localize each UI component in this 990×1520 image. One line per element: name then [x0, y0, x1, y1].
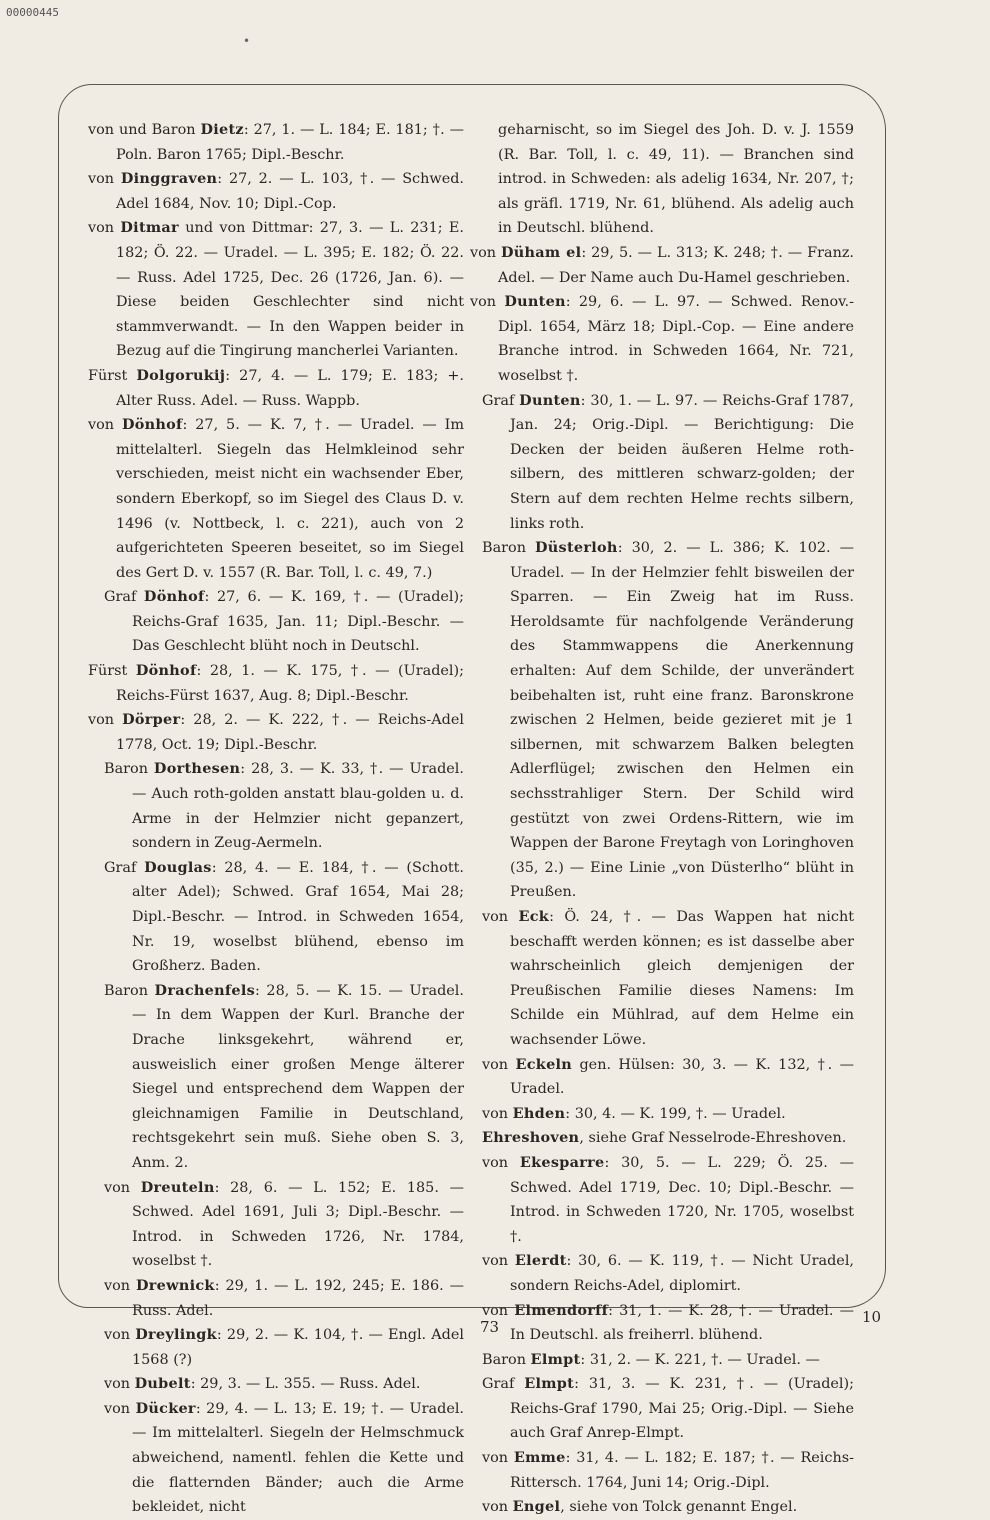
right-column	[470, 118, 854, 1520]
entry: Fürst Dolgorukij: 27, 4. — L. 179; E. 183; +. Alter Russ. Adel. — Russ. Wappb.	[88, 366, 464, 409]
entry: von Dörper: 28, 2. — K. 222, †. — Reichs-Adel 1778, Oct. 19; Dipl.-Beschr.	[88, 711, 464, 753]
entry: von Drewnick: 29, 1. — L. 192, 245; E. 186. — Russ. Adel.	[104, 1276, 465, 1319]
entry: von Ekesparre: 30, 5. — L. 229; Ö. 25. — Schwed. Adel 1719, Dec. 10; Dipl.-Beschr. — Introd. in Schweden 1720, Nr. 1705, woselbst †.	[482, 1153, 855, 1245]
entry: von Elmendorff: 31, 1. — K. 28, †. — Uradel. — In Deutschl. als freiherrl. blühend.	[482, 1301, 854, 1344]
sheet-number: 10	[862, 1308, 882, 1326]
scan-id: 00000445	[6, 6, 59, 19]
entry: von Dubelt: 29, 3. — L. 355. — Russ. Adel.	[104, 1375, 421, 1393]
entry: von und Baron Dietz: 27, 1. — L. 184; E. 181; †. — Poln. Baron 1765; Dipl.-Beschr.	[88, 121, 464, 163]
entry: Graf Douglas: 28, 4. — E. 184, †. — (Schott. alter Adel); Schwed. Graf 1654, Mai 28; Dipl.-Beschr. — Introd. in Schweden 1654, Nr. 19, woselbst blühend, ebenso im Großherz. Baden.	[104, 858, 464, 975]
page-number: 73	[480, 1318, 500, 1336]
entry: Baron Dorthesen: 28, 3. — K. 33, †. — Uradel. — Auch roth-golden anstatt blau-golden u. d. Arme in der Helmzier nicht gepanzert, sondern in Zeug-Aermeln.	[104, 760, 464, 852]
entry: Ehreshoven, siehe Graf Nesselrode-Ehreshoven.	[482, 1129, 847, 1147]
entry: von Dücker: 29, 4. — L. 13; E. 19; †. — Uradel. — Im mittelalterl. Siegeln der Helmschmuck abweichend, namentl. fehlen die Kette und die flatternden Bänder; auch die Arme bekleidet, nicht	[104, 1399, 465, 1516]
entry: von Eckeln gen. Hülsen: 30, 3. — K. 132, †. — Uradel.	[482, 1055, 854, 1098]
entry: Baron Elmpt: 31, 2. — K. 221, †. — Uradel. —	[482, 1350, 820, 1368]
entry: von Ditmar und von Dittmar: 27, 3. — L. 231; E. 182; Ö. 22. — Uradel. — L. 395; E. 182; Ö. 22. — Russ. Adel 1725, Dec. 26 (1726, Jan. 6). — Diese beiden Geschlechter sind nicht stammverwandt. — In den Wappen beider in Bezug auf die Tingirung mancherlei Varianten.	[88, 219, 464, 360]
entry: von Engel, siehe von Tolck genannt Engel.	[482, 1498, 798, 1516]
entry: von Dreylingk: 29, 2. — K. 104, †. — Engl. Adel 1568 (?)	[104, 1326, 464, 1368]
entry: Graf Elmpt: 31, 3. — K. 231, †. — (Uradel); Reichs-Graf 1790, Mai 25; Orig.-Dipl. — Siehe auch Graf Anrep-Elmpt.	[482, 1375, 854, 1442]
entry: Fürst Dönhof: 28, 1. — K. 175, †. — (Uradel); Reichs-Fürst 1637, Aug. 8; Dipl.-Beschr.	[88, 662, 464, 704]
entry: von Dreuteln: 28, 6. — L. 152; E. 185. — Schwed. Adel 1691, Juli 3; Dipl.-Beschr. — Introd. in Schweden 1726, Nr. 1784, woselbst †.	[104, 1178, 464, 1270]
entry: von Eck: Ö. 24, †. — Das Wappen hat nicht beschafft werden können; es ist dasselbe aber wahrscheinlich gleich demjenigen der Preußischen Familie dieses Namens: Im Schilde ein Mühlrad, auf dem Helme ein wachsender Löwe.	[482, 908, 854, 1048]
entry: von Ehden: 30, 4. — K. 199, †. — Uradel.	[482, 1104, 786, 1122]
entry: Graf Dunten: 30, 1. — L. 97. — Reichs-Graf 1787, Jan. 24; Orig.-Dipl. — Berichtigung: Die Decken der beiden äußeren Helme roth-silbern, des mittleren schwarz-golden; der Stern auf dem rechten Helme rechts silbern, links roth.	[482, 391, 854, 532]
entry: von Dinggraven: 27, 2. — L. 103, †. — Schwed. Adel 1684, Nov. 10; Dipl.-Cop.	[88, 170, 464, 212]
entry-continuation: geharnischt, so im Siegel des Joh. D. v. J. 1559 (R. Bar. Toll, l. c. 49, 11). — Branchen sind introd. in Schweden: als adelig 1634, Nr. 207, †; als gräfl. 1719, Nr. 61, blühend. Als adelig auch in Deutschl. blühend.	[498, 122, 854, 237]
entry: von Emme: 31, 4. — L. 182; E. 187; †. — Reichs-Rittersch. 1764, Juni 14; Orig.-Dipl.	[482, 1449, 854, 1491]
entry: Graf Dönhof: 27, 6. — K. 169, †. — (Uradel); Reichs-Graf 1635, Jan. 11; Dipl.-Beschr. — Das Geschlecht blüht noch in Deutschl.	[104, 588, 464, 655]
entry: von Dunten: 29, 6. — L. 97. — Schwed. Renov.-Dipl. 1654, März 18; Dipl.-Cop. — Eine andere Branche introd. in Schweden 1664, Nr. 721, woselbst †.	[470, 293, 854, 384]
entry: Baron Drachenfels: 28, 5. — K. 15. — Uradel. — In dem Wappen der Kurl. Branche der Drache linksgekehrt, während er, ausweislich einer großen Menge älterer Siegel und entsprechend dem Wappen der gleichnamigen Familie in Deutschland, rechtsgekehrt sein muß. Siehe oben S. 3, Anm. 2.	[104, 981, 464, 1171]
entry: von Dönhof: 27, 5. — K. 7, †. — Uradel. — Im mittelalterl. Siegeln das Helmkleinod sehr verschieden, meist nicht ein wachsender Eber, sondern Eberkopf, so im Siegel des Claus D. v. 1496 (v. Nottbeck, l. c. 221), auch von 2 aufgerichteten Speeren beseitet, so im Siegel des Gert D. v. 1557 (R. Bar. Toll, l. c. 49, 7.)	[88, 416, 464, 581]
entry: von Düham el: 29, 5. — L. 313; K. 248; †. — Franz. Adel. — Der Name auch Du-Hamel geschrieben.	[470, 243, 855, 286]
entry: von Elerdt: 30, 6. — K. 119, †. — Nicht Uradel, sondern Reichs-Adel, diplomirt.	[482, 1252, 854, 1294]
page-mark: •	[243, 34, 251, 48]
left-column	[88, 118, 464, 1520]
entry: Baron Düsterloh: 30, 2. — L. 386; K. 102. — Uradel. — In der Helmzier fehlt bisweilen der Sparren. — Ein Zweig hat im Russ. Heroldsamte für nachfolgende Veränderung des Stammwappens die Anerkennung erhalten: Auf dem Schilde, der unverändert beibehalten ist, ruht eine franz. Baronskrone zwischen 2 Helmen, beide gezieret mit je 1 silbernen, mit schwarzem Balken belegten Adlerflügel; zwischen den Helmen ein sechsstrahliger Stern. Der Schild wird gestützt von zwei Ordens-Rittern, wie im Wappen der Barone Freytagh von Loringhoven (35, 2.) — Eine Linie „von Düsterlho“ blüht in Preußen.	[482, 539, 855, 901]
